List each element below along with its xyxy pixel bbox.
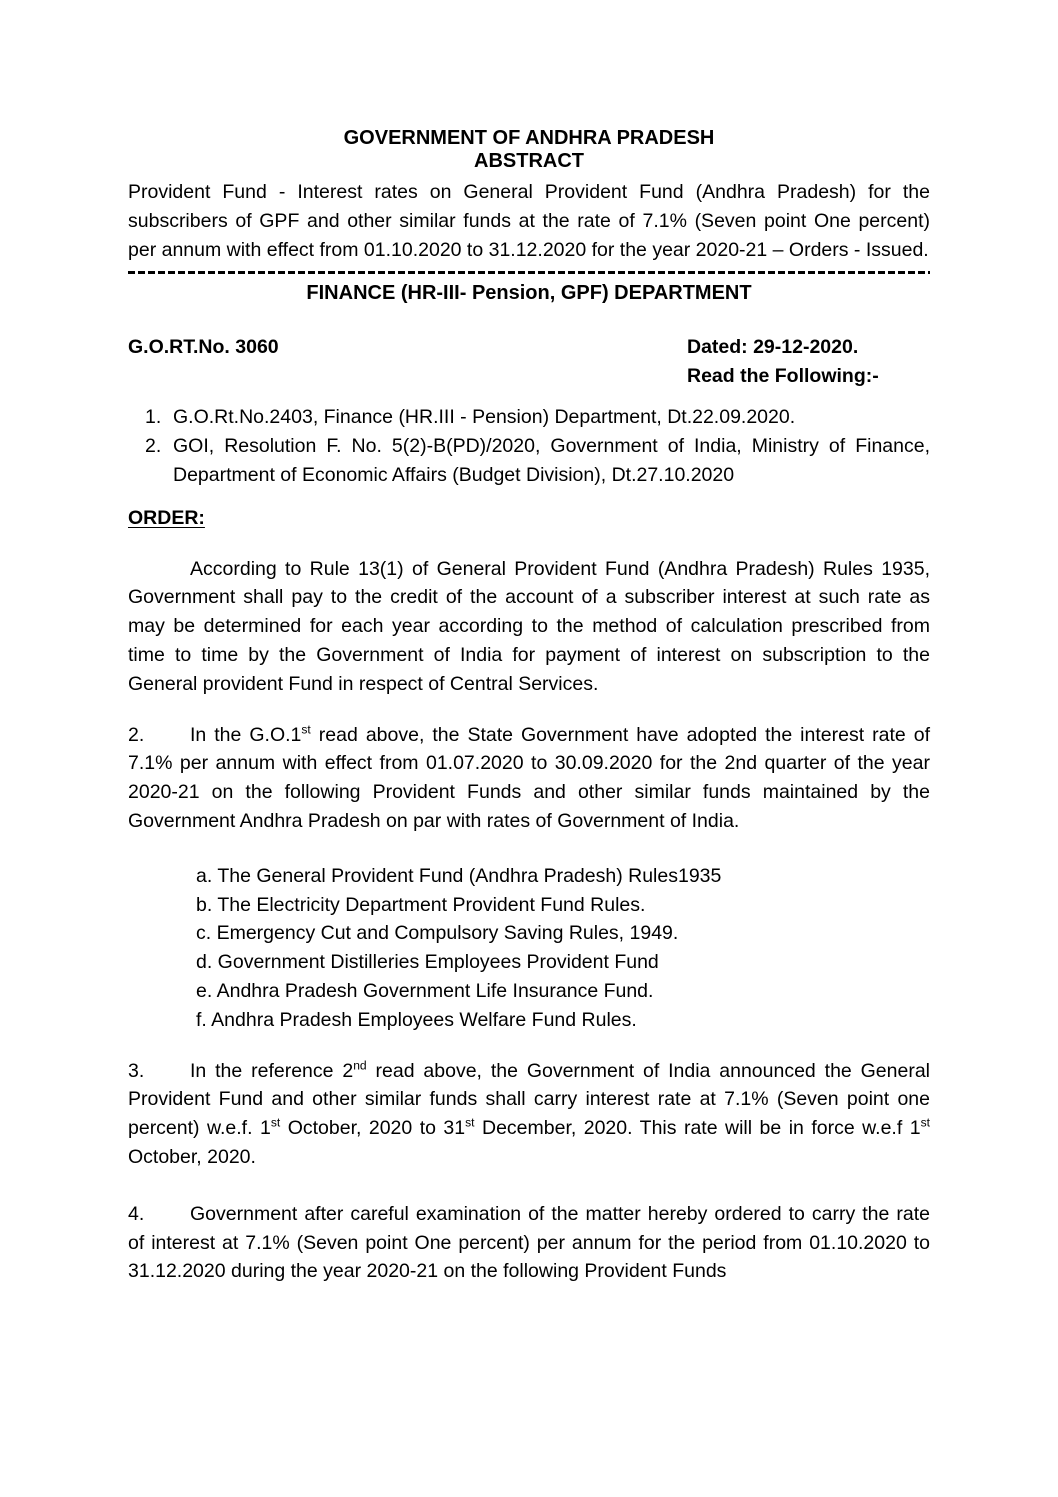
reference-item-2 [145,432,930,490]
fund-item-e: e. Andhra Pradesh Government Life Insurance Fund. [196,979,654,1002]
paragraph-3-text: In the reference 2nd read above, the Government of India announced the General Provident Fund and other similar funds shall carry interest rate at 7.1% (Seven point one percent) w.e.f. 1st October, 2020 to 31st December, 2020. This rate will be in force w.e.f 1st October, 2020. [128,1058,931,1168]
dated-block [687,333,879,391]
fund-item-b: b. The Electricity Department Provident Fund Rules. [196,893,646,916]
department-heading: FINANCE (HR-III- Pension, GPF) DEPARTMENT [306,282,752,305]
abstract-text: Provident Fund - Interest rates on General Provident Fund (Andhra Pradesh) for the subscribers of GPF and other similar funds at the rate of 7.1% (Seven point One percent) per annum with effect from 01.10.2020 to 31.12.2020 for the year 2020-21 – Orders - Issued. [128,181,930,261]
paragraph-2 [128,721,930,836]
paragraph-4 [128,1200,930,1286]
references-list [145,403,930,489]
abstract-heading: ABSTRACT [474,150,584,172]
order-meta-row [128,333,930,391]
reference-text: G.O.Rt.No.2403, Finance (HR.III - Pension) Department, Dt.22.09.2020. [173,406,796,429]
reference-number: 1. [145,406,162,429]
fund-item-c: c. Emergency Cut and Compulsory Saving Rules, 1949. [196,922,679,945]
paragraph-3-number: 3. [128,1059,145,1082]
dated-label: Dated: 29-12-2020. [687,336,859,359]
paragraph-2-number: 2. [128,723,145,746]
fund-list [128,862,930,1035]
fund-item-d: d. Government Distilleries Employees Provident Fund [196,951,659,974]
paragraph-2-text: In the G.O.1st read above, the State Government have adopted the interest rate of 7.1% per annum with effect from 01.07.2020 to 30.09.2020 for the 2nd quarter of the year 2020-21 on the following Provident Funds and other similar funds maintained by the Government Andhra Pradesh on par with rates of Government of India. [128,722,930,832]
fund-item-f: f. Andhra Pradesh Employees Welfare Fund Rules. [196,1008,637,1031]
reference-item-1 [145,403,930,432]
paragraph-4-text: Government after careful examination of the matter hereby ordered to carry the rate of interest at 7.1% (Seven point One percent) per annum for the period from 01.10.2020 to 31.12.2020 during the year 2020-21 on the following Provident Funds [128,1202,930,1283]
reference-text: GOI, Resolution F. No. 5(2)-B(PD)/2020, Government of India, Ministry of Finance, Department of Economic Affairs (Budget Division), Dt.27.10.2020 [173,435,930,486]
paragraph-1: According to Rule 13(1) of General Provident Fund (Andhra Pradesh) Rules 1935, Government shall pay to the credit of the account of a subscriber interest at such rate as may be determined for each year according to the method of calculation prescribed from time to time by the Government of India for payment of interest on subscription to the General provident Fund in respect of Central Services. [128,557,930,695]
order-heading: ORDER: [128,506,205,529]
document-title: GOVERNMENT OF ANDHRA PRADESH [343,127,715,149]
paragraph-3 [128,1057,930,1172]
paragraph-4-number: 4. [128,1202,145,1225]
separator-dashed-line [128,271,930,274]
read-following-label: Read the Following:- [687,365,879,388]
fund-item-a: a. The General Provident Fund (Andhra Pradesh) Rules1935 [196,864,722,887]
reference-number: 2. [145,435,162,458]
go-number: G.O.RT.No. 3060 [128,336,279,359]
